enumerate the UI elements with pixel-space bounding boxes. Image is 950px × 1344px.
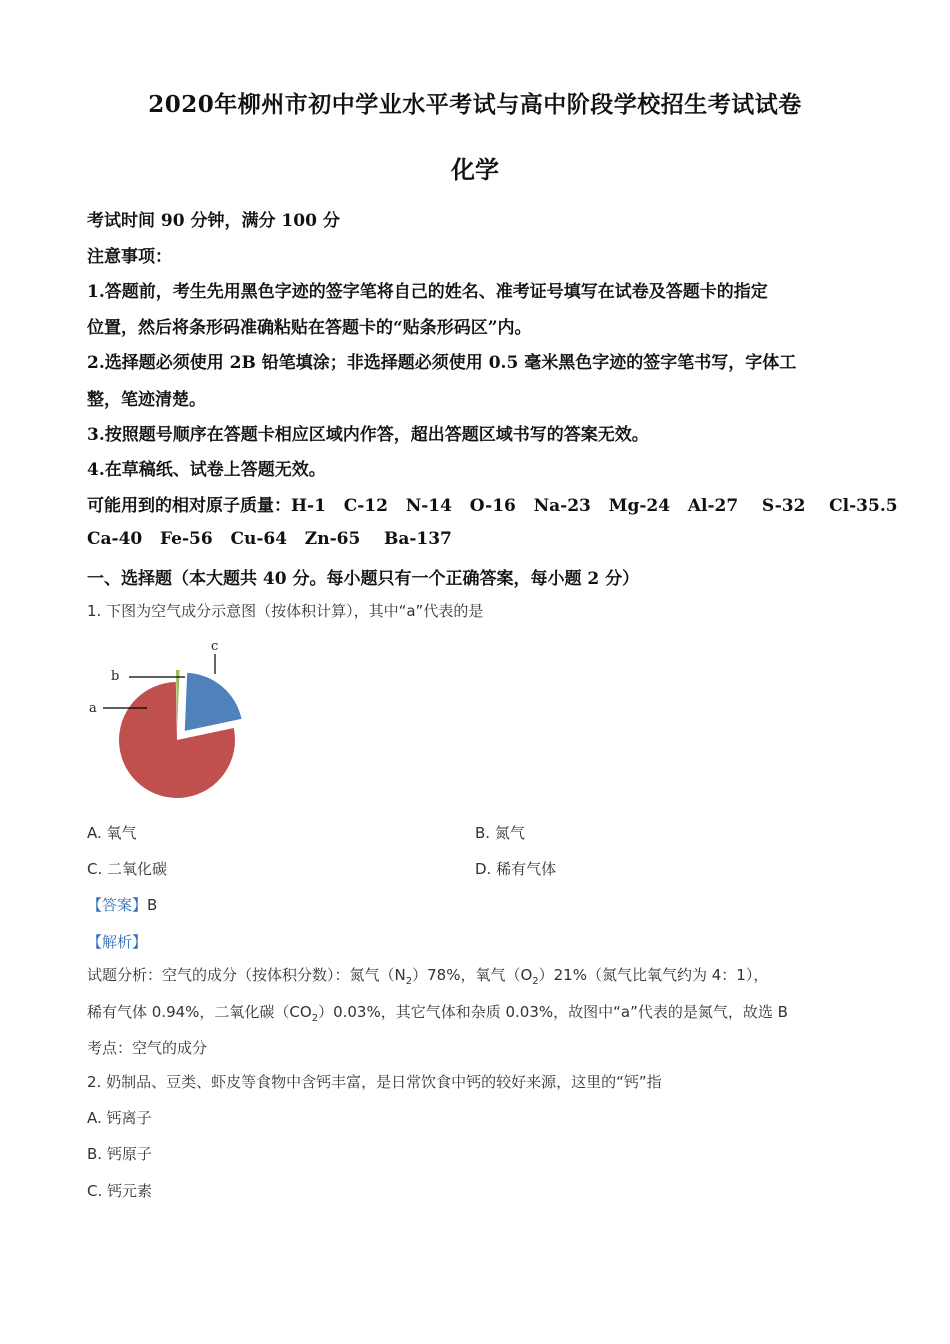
q1-answer xyxy=(87,894,157,915)
q1-stem: 1. 下图为空气成分示意图（按体积计算），其中“a”代表的是 xyxy=(87,602,484,620)
q1-option-b: B. 氮气 xyxy=(475,824,525,842)
answer-value: B xyxy=(147,896,158,914)
air-composition-pie-chart xyxy=(85,632,265,812)
atomic-masses-2: Ca-40 Fe-56 Cu-64 Zn-65 Ba-137 xyxy=(87,529,452,549)
pie-label-a: a xyxy=(89,701,97,716)
q1-option-c: C. 二氧化碳 xyxy=(87,860,168,878)
note-2a: 2.选择题必须使用 2B 铅笔填涂；非选择题必须使用 0.5 毫米黑色字迹的签字笔书写，字体工 xyxy=(87,353,797,373)
pie-label-c: c xyxy=(211,639,219,654)
subject-title: 化学 xyxy=(451,155,499,184)
q2-option-b: B. 钙原子 xyxy=(87,1145,152,1163)
q2-option-a: A. 钙离子 xyxy=(87,1109,152,1127)
notes-heading: 注意事项： xyxy=(87,247,172,267)
note-1a: 1.答题前，考生先用黑色字迹的签字笔将自己的姓名、准考证号填写在试卷及答题卡的指定 xyxy=(87,282,768,302)
note-4: 4.在草稿纸、试卷上答题无效。 xyxy=(87,460,326,480)
atomic-masses-1: 可能用到的相对原子质量：H-1 C-12 N-14 O-16 Na-23 Mg-24 Al-27 S-32 Cl-35.5 xyxy=(87,496,898,516)
section-heading: 一、选择题（本大题共 40 分。每小题只有一个正确答案，每小题 2 分） xyxy=(87,569,640,589)
q2-option-c: C. 钙元素 xyxy=(87,1182,153,1200)
exam-title: 2020年柳州市初中学业水平考试与高中阶段学校招生考试试卷 xyxy=(148,91,802,118)
q1-option-a: A. 氧气 xyxy=(87,824,137,842)
exam-time: 考试时间 90 分钟，满分 100 分 xyxy=(87,211,340,231)
q1-analysis-line1: 试题分析：空气的成分（按体积分数）：氮气$(N_2)78\%$，氧气$(O_2)21\%$（氮气比氧气约为 4：1）， xyxy=(87,966,769,987)
pie-slice-c xyxy=(185,673,242,731)
q1-analysis-line2: 稀有气体 0.94%，二氧化碳$(CO_2)0.03\%$，其它气体和杂质 0.03%，故图中“a”代表的是氮气，故选 B xyxy=(87,1003,788,1024)
answer-tag: 【答案】 xyxy=(87,896,148,914)
q2-stem: 2. 奶制品、豆类、虾皮等食物中含钙丰富，是日常饮食中钙的较好来源，这里的“钙”指 xyxy=(87,1073,662,1091)
note-1b: 位置，然后将条形码准确粘贴在答题卡的“贴条形码区”内。 xyxy=(87,318,532,338)
q1-knowledge-point: 考点：空气的成分 xyxy=(87,1039,208,1057)
analysis-tag: 【解析】 xyxy=(87,933,148,951)
note-3: 3.按照题号顺序在答题卡相应区域内作答，超出答题区域书写的答案无效。 xyxy=(87,425,649,445)
note-2b: 整，笔迹清楚。 xyxy=(87,390,206,410)
pie-label-b: b xyxy=(111,669,120,684)
q1-option-d: D. 稀有气体 xyxy=(475,860,557,878)
